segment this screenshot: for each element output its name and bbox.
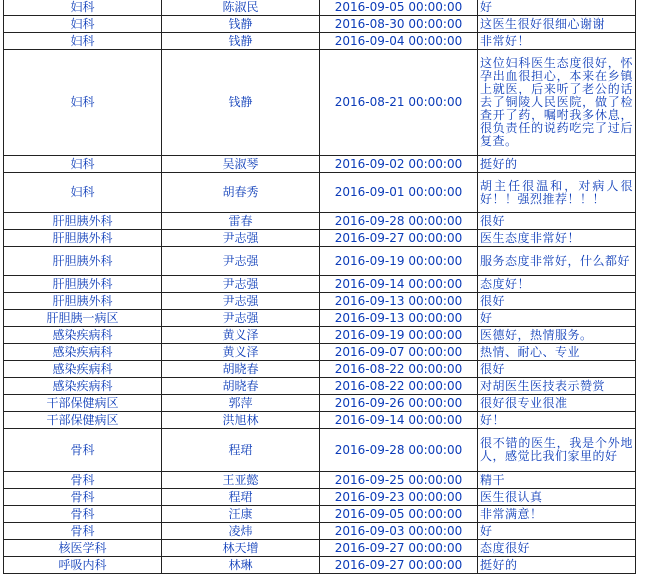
comment-cell: 很好	[478, 361, 636, 378]
department-cell: 干部保健病区	[4, 412, 162, 429]
doctor-cell: 钱静	[162, 33, 320, 50]
doctor-cell: 雷春	[162, 213, 320, 230]
department-cell: 感染疾病科	[4, 327, 162, 344]
department-cell: 骨科	[4, 472, 162, 489]
department-cell: 肝胆胰外科	[4, 213, 162, 230]
feedback-table-body	[4, 0, 636, 574]
comment-cell: 态度很好	[478, 540, 636, 557]
table-row	[4, 310, 636, 327]
date-cell: 2016-09-05 00:00:00	[320, 0, 478, 16]
comment-cell: 态度好！	[478, 276, 636, 293]
date-cell: 2016-09-27 00:00:00	[320, 540, 478, 557]
date-cell: 2016-08-30 00:00:00	[320, 16, 478, 33]
doctor-cell: 陈淑民	[162, 0, 320, 16]
date-cell: 2016-09-23 00:00:00	[320, 489, 478, 506]
table-row	[4, 276, 636, 293]
table-row	[4, 489, 636, 506]
comment-cell: 这位妇科医生态度很好，怀孕出血很担心，本来在乡镇上就医，后来听了老公的话去了铜陵人民医院，做了检查开了药，嘱咐我多休息，很负责任的说药吃完了过后复查。	[478, 50, 636, 156]
table-row	[4, 395, 636, 412]
department-cell: 肝胆胰一病区	[4, 310, 162, 327]
doctor-cell: 胡春秀	[162, 173, 320, 213]
date-cell: 2016-08-21 00:00:00	[320, 50, 478, 156]
comment-cell: 好	[478, 0, 636, 16]
department-cell: 妇科	[4, 156, 162, 173]
department-cell: 妇科	[4, 173, 162, 213]
comment-cell: 好！	[478, 412, 636, 429]
date-cell: 2016-08-22 00:00:00	[320, 361, 478, 378]
date-cell: 2016-09-01 00:00:00	[320, 173, 478, 213]
doctor-cell: 钱静	[162, 16, 320, 33]
table-row	[4, 540, 636, 557]
date-cell: 2016-09-27 00:00:00	[320, 557, 478, 574]
table-row	[4, 156, 636, 173]
date-cell: 2016-09-03 00:00:00	[320, 523, 478, 540]
comment-cell: 很好很专业很准	[478, 395, 636, 412]
table-row	[4, 327, 636, 344]
feedback-table	[3, 0, 636, 574]
table-row	[4, 293, 636, 310]
table-row	[4, 50, 636, 156]
table-row	[4, 33, 636, 50]
comment-cell: 医生态度非常好！	[478, 230, 636, 247]
date-cell: 2016-09-13 00:00:00	[320, 293, 478, 310]
comment-cell: 挺好的	[478, 156, 636, 173]
comment-cell: 医德好，热情服务。	[478, 327, 636, 344]
date-cell: 2016-09-28 00:00:00	[320, 429, 478, 472]
department-cell: 骨科	[4, 489, 162, 506]
date-cell: 2016-09-02 00:00:00	[320, 156, 478, 173]
comment-cell: 这医生很好很细心谢谢	[478, 16, 636, 33]
table-row	[4, 361, 636, 378]
doctor-cell: 程珺	[162, 489, 320, 506]
department-cell: 妇科	[4, 50, 162, 156]
doctor-cell: 黄义泽	[162, 327, 320, 344]
table-row	[4, 378, 636, 395]
department-cell: 妇科	[4, 16, 162, 33]
comment-cell: 医生很认真	[478, 489, 636, 506]
department-cell: 肝胆胰外科	[4, 276, 162, 293]
date-cell: 2016-08-22 00:00:00	[320, 378, 478, 395]
doctor-cell: 程珺	[162, 429, 320, 472]
department-cell: 妇科	[4, 0, 162, 16]
doctor-cell: 汪康	[162, 506, 320, 523]
department-cell: 肝胆胰外科	[4, 230, 162, 247]
table-row	[4, 472, 636, 489]
table-row	[4, 16, 636, 33]
doctor-cell: 王亚懿	[162, 472, 320, 489]
department-cell: 肝胆胰外科	[4, 247, 162, 276]
department-cell: 骨科	[4, 429, 162, 472]
doctor-cell: 尹志强	[162, 276, 320, 293]
comment-cell: 胡主任很温和，对病人很好！！强烈推荐！！！	[478, 173, 636, 213]
date-cell: 2016-09-19 00:00:00	[320, 327, 478, 344]
department-cell: 呼吸内科	[4, 557, 162, 574]
comment-cell: 非常满意！	[478, 506, 636, 523]
doctor-cell: 林天增	[162, 540, 320, 557]
comment-cell: 对胡医生医技表示赞赏	[478, 378, 636, 395]
doctor-cell: 吴淑琴	[162, 156, 320, 173]
table-row	[4, 523, 636, 540]
doctor-cell: 洪旭林	[162, 412, 320, 429]
comment-cell: 好	[478, 523, 636, 540]
table-row	[4, 412, 636, 429]
doctor-cell: 尹志强	[162, 247, 320, 276]
department-cell: 感染疾病科	[4, 344, 162, 361]
date-cell: 2016-09-27 00:00:00	[320, 230, 478, 247]
date-cell: 2016-09-26 00:00:00	[320, 395, 478, 412]
comment-cell: 很不错的医生，我是个外地人，感觉比我们家里的好	[478, 429, 636, 472]
doctor-cell: 胡晓春	[162, 361, 320, 378]
date-cell: 2016-09-25 00:00:00	[320, 472, 478, 489]
table-row	[4, 0, 636, 16]
comment-cell: 好	[478, 310, 636, 327]
comment-cell: 热情、耐心、专业	[478, 344, 636, 361]
department-cell: 肝胆胰外科	[4, 293, 162, 310]
table-row	[4, 213, 636, 230]
date-cell: 2016-09-07 00:00:00	[320, 344, 478, 361]
doctor-cell: 凌炜	[162, 523, 320, 540]
date-cell: 2016-09-14 00:00:00	[320, 412, 478, 429]
department-cell: 骨科	[4, 523, 162, 540]
table-row	[4, 429, 636, 472]
doctor-cell: 钱静	[162, 50, 320, 156]
comment-cell: 挺好的	[478, 557, 636, 574]
date-cell: 2016-09-05 00:00:00	[320, 506, 478, 523]
date-cell: 2016-09-28 00:00:00	[320, 213, 478, 230]
department-cell: 核医学科	[4, 540, 162, 557]
date-cell: 2016-09-19 00:00:00	[320, 247, 478, 276]
department-cell: 妇科	[4, 33, 162, 50]
doctor-cell: 尹志强	[162, 293, 320, 310]
comment-cell: 很好	[478, 293, 636, 310]
department-cell: 感染疾病科	[4, 378, 162, 395]
doctor-cell: 郭萍	[162, 395, 320, 412]
department-cell: 骨科	[4, 506, 162, 523]
comment-cell: 非常好！	[478, 33, 636, 50]
department-cell: 干部保健病区	[4, 395, 162, 412]
table-row	[4, 247, 636, 276]
date-cell: 2016-09-04 00:00:00	[320, 33, 478, 50]
doctor-cell: 林琳	[162, 557, 320, 574]
table-row	[4, 173, 636, 213]
table-row	[4, 344, 636, 361]
comment-cell: 服务态度非常好，什么都好	[478, 247, 636, 276]
doctor-cell: 黄义泽	[162, 344, 320, 361]
doctor-cell: 胡晓春	[162, 378, 320, 395]
table-row	[4, 506, 636, 523]
doctor-cell: 尹志强	[162, 230, 320, 247]
comment-cell: 精干	[478, 472, 636, 489]
doctor-cell: 尹志强	[162, 310, 320, 327]
comment-cell: 很好	[478, 213, 636, 230]
department-cell: 感染疾病科	[4, 361, 162, 378]
date-cell: 2016-09-13 00:00:00	[320, 310, 478, 327]
table-row	[4, 230, 636, 247]
date-cell: 2016-09-14 00:00:00	[320, 276, 478, 293]
table-row	[4, 557, 636, 574]
